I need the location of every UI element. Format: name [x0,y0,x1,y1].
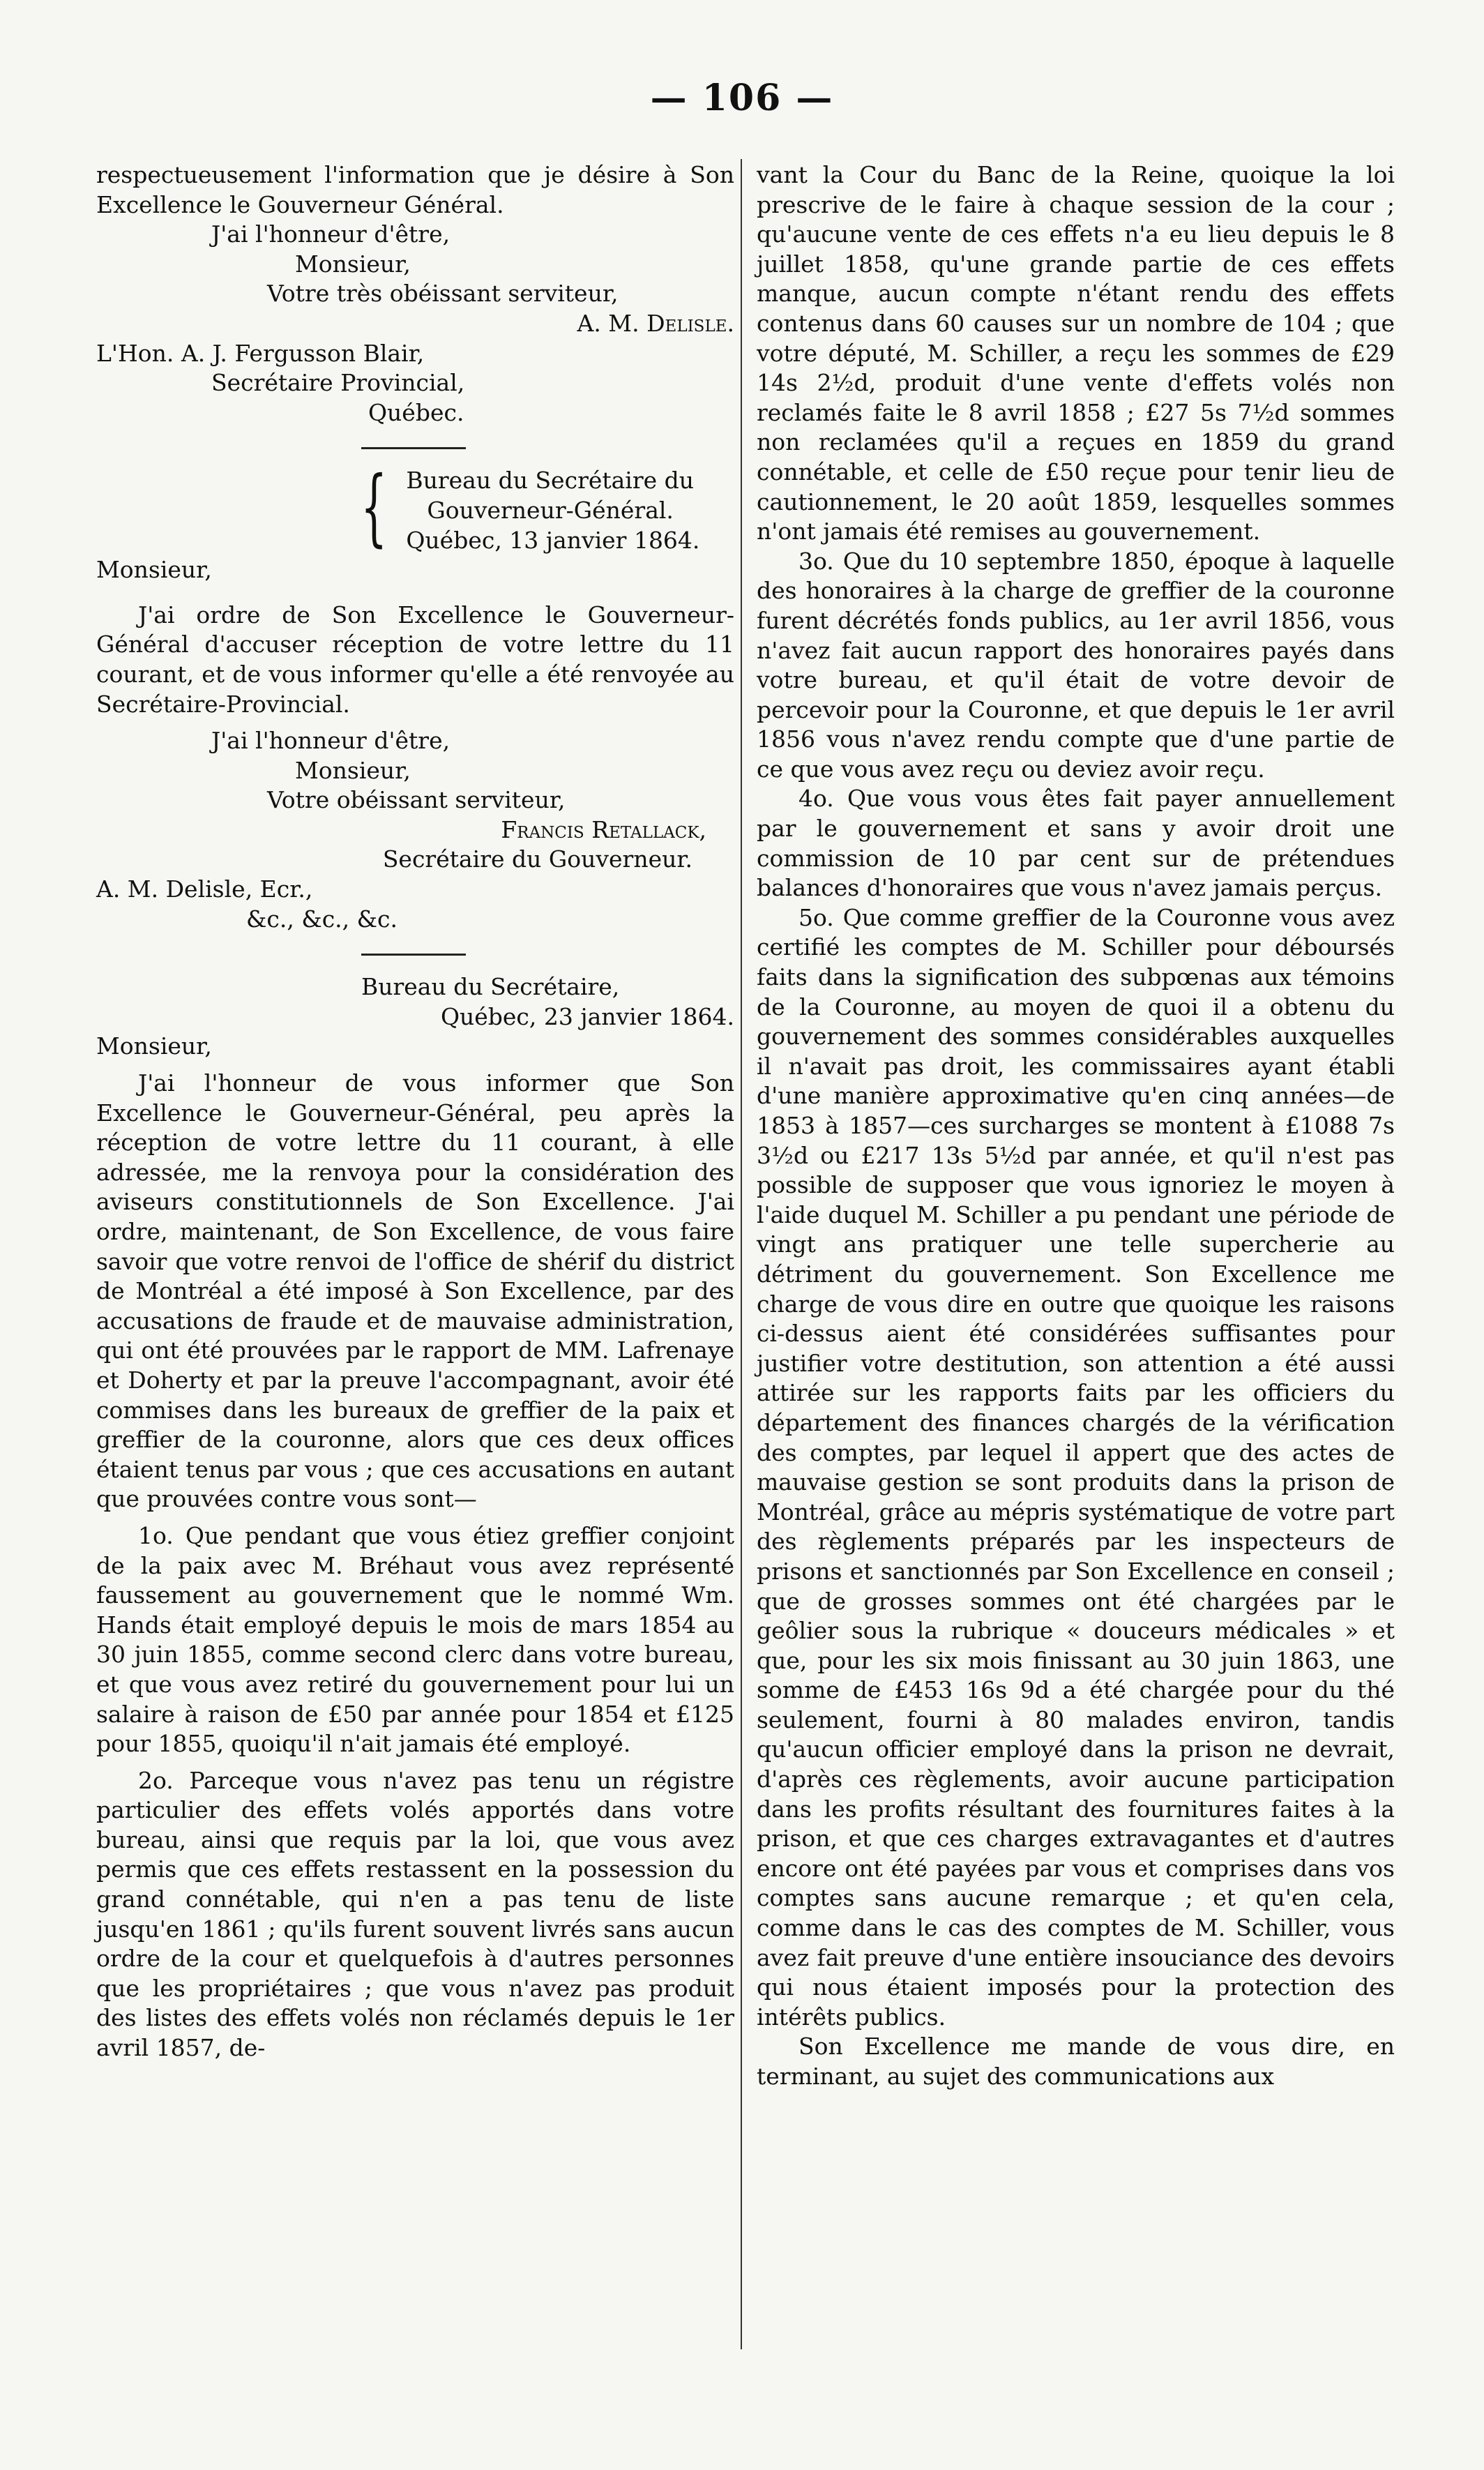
address-block-1 [347,459,734,557]
address-date: Québec, 23 janvier 1864. [440,1002,734,1030]
salutation-servant: Votre très obéissant serviteur, [267,280,619,308]
paragraph: 2o. Parceque vous n'avez pas tenu un régistre particulier des effets volés apportés dans votre bureau, ainsi que requis par la loi, que vous avez permis que ces effets restassent en la possession du grand connétable, qui n'en a pas tenu de liste jusqu'en 1861 ; qu'ils furent souvent livrés sans aucun ordre de la cour et quelquefois à d'autres personnes que les propriétaires ; que vous n'avez pas produit des listes des effets volés non réclamés depuis le 1er avril 1857, de- [96,1766,734,2062]
page-number: — 106 — [650,77,834,119]
address-line: Gouverneur-Général. [427,496,674,524]
right-column [757,160,1395,2092]
paragraph: vant la Cour du Banc de la Reine, quoique la loi prescrive de le faire à chaque session de la cour ; qu'aucune vente de ces effets n'a eu lieu depuis le 8 juillet 1858, qu'une grande partie de ces effets manque, aucun compte n'étant rendu des effets contenus dans 60 causes sur un nombre de 104 ; que votre député, M. Schiller, a reçu les sommes de £29 14s 2½d, produit d'une vente d'effets volés non reclamés faite le 8 avril 1858 ; £27 5s 7½d sommes non reclamées qu'il a reçues en 1859 du grand connétable, et celle de £50 reçue pour tenir lieu de cautionnement, le 20 août 1859, lesquelles sommes n'ont jamais été remises au gouvernement. [757,161,1395,545]
signature-title: Secrétaire du Gouverneur. [382,845,692,873]
address-line: Bureau du Secrétaire, [361,973,620,1001]
letter-closing-text: respectueusement l'information que je désire à Son Excellence le Gouverneur Général. [96,161,734,218]
address-date: Québec, 13 janvier 1864. [406,526,700,554]
paragraph: 1o. Que pendant que vous étiez greffier conjoint de la paix avec M. Bréhaut vous avez représenté faussement au gouvernement que le nommé Wm. Hands était employé depuis le mois de mars 1854 au 30 juin 1855, comme second clerc dans votre bureau, et que vous avez retiré du gouvernement pour lui un salaire à raison de £50 par année pour 1854 et £125 pour 1855, quoiqu'il n'ait jamais été employé. [96,1521,734,1758]
paragraph: 3o. Que du 10 septembre 1850, époque à laquelle des honoraires à la charge de greffier de la couronne furent décrétés fonds publics, au 1er avril 1856, vous n'avez fait aucun rapport des honoraires payés dans votre bureau, et qu'il était de votre devoir de percevoir pour la Couronne, et que depuis le 1er avril 1856 vous n'avez rendu compte que d'une partie de ce que vous avez reçu ou deviez avoir reçu. [757,547,1395,783]
recipient-name: L'Hon. A. J. Fergusson Blair, [96,339,425,367]
salutation-closing: J'ai l'honneur d'être, [211,727,450,755]
paragraph: J'ai l'honneur de vous informer que Son Excellence le Gouverneur-Général, peu après la réception de votre lettre du 11 courant, à elle adressée, me la renvoya pour la considération des aviseurs constitutionnels de Son Excellence. J'ai ordre, maintenant, de Son Excellence, de vous faire savoir que votre renvoi de l'office de shérif du district de Montréal a été imposé à Son Excellence, par des accusations de fraude et de mauvaise administration, qui ont été prouvées par le rapport de MM. Lafrenaye et Doherty et par la preuve l'accompagnant, avoir été commises dans les bureaux de greffier de la paix et greffier de la couronne, alors que ces deux offices étaient tenus par vous ; que ces accusations en autant que prouvées contre vous sont— [96,1069,734,1513]
paragraph: Son Excellence me mande de vous dire, en terminant, au sujet des communications aux [757,2033,1395,2090]
recipient-name: A. M. Delisle, Ecr., [96,875,313,903]
salutation: Monsieur, [96,1032,212,1060]
salutation-title: Monsieur, [295,756,411,784]
column-divider [741,159,742,2349]
signature-delisle: A. M. Delisle. [577,309,734,337]
paragraph: 5o. Que comme greffier de la Couronne vous avez certifié les comptes de M. Schiller pour déboursés faits dans la signification des subpœnas aux témoins de la Couronne, au moyen de quoi il a obtenu du gouvernement des sommes considérables auxquelles il n'avait pas droit, les commissaires ayant établi d'une manière approximative qu'en cinq années—de 1853 à 1857—ces surcharges se montent à £1088 7s 3½d ou £217 13s 5½d par année, et qu'il n'est pas possible de supposer que vous ignoriez le moyen à l'aide duquel M. Schiller a pu pendant une période de vingt ans pratiquer une telle supercherie au détriment du gouvernement. Son Excellence me charge de vous dire en outre que quoique les raisons ci-dessus aient été considérées suffisantes pour justifier votre destitution, son attention a été aussi attirée sur les rapports faits par les officiers du département des finances chargés de la vérification des comptes, par lequel il appert que des actes de mauvaise gestion se sont produits dans la prison de Montréal, grâce au mépris systématique de votre part des règlements préparés par les inspecteurs de prisons et sanctionnés par Son Excellence en conseil ; que de grosses sommes ont été chargées par le geôlier sous la rubrique « douceurs médicales » et que, pour les six mois finissant au 30 juin 1863, une somme de £453 16s 9d a été chargée pour du thé seulement, fourni à 80 malades environ, tandis qu'aucun officier employé dans la prison ne devrait, d'après ces règlements, avoir aucune participation dans les profits résultant des fournitures faites à la prison, et que ces charges extravagantes et d'autres encore ont été payées par vous et comprises dans vos comptes sans aucune remarque ; et qu'en cela, comme dans le cas des comptes de M. Schiller, vous avez fait preuve d'une entière insouciance des devoirs qui nous étaient imposés pour la protection des intérêts publics. [757,903,1395,2031]
signature-retallack: Francis Retallack, [501,815,706,843]
address-line: Bureau du Secrétaire du [406,467,695,495]
section-separator [361,447,466,449]
recipient-etc: &c., &c., &c. [246,905,397,933]
salutation: Monsieur, [96,556,212,584]
recipient-title: Secrétaire Provincial, [211,369,465,397]
salutation-servant: Votre obéissant serviteur, [267,786,566,814]
section-separator [361,954,466,956]
brace-glyph: { [361,459,388,557]
recipient-city: Québec. [368,398,464,426]
paragraph: 4o. Que vous vous êtes fait payer annuellement par le gouvernement et sans y avoir droit une commission de 10 par cent sur de prétendues balances d'honoraires que vous n'avez jamais perçus. [757,785,1395,902]
salutation-title: Monsieur, [295,250,411,278]
left-column [96,160,734,2063]
paragraph: J'ai ordre de Son Excellence le Gouverneur-Général d'accuser réception de votre lettre du 11 courant, et de vous informer qu'elle a été renvoyée au Secrétaire-Provincial. [96,601,734,718]
salutation-closing: J'ai l'honneur d'être, [211,220,450,248]
